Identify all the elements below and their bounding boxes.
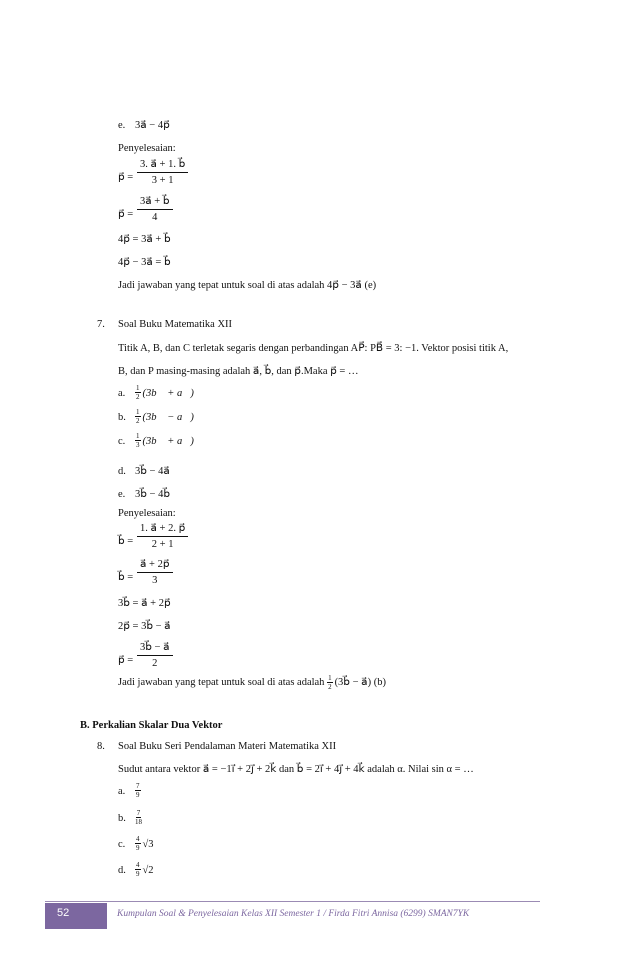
option-label: c. <box>118 839 126 850</box>
option-label: d. <box>118 466 126 477</box>
equation: 4p⃗ − 3a⃗ = b⃗ <box>118 257 171 268</box>
option <box>118 383 194 401</box>
option-text: √3 <box>142 839 154 850</box>
footer-divider <box>45 901 540 902</box>
fraction-denominator: 2 <box>328 683 332 691</box>
fraction-denominator: 9 <box>136 869 140 878</box>
fraction-denominator: 3 <box>152 575 158 586</box>
option-label: b. <box>118 412 126 423</box>
option <box>118 461 170 479</box>
option <box>118 834 154 852</box>
solution-title: Penyelesaian: <box>118 143 176 154</box>
option <box>118 860 154 878</box>
fraction <box>137 558 173 587</box>
option-fraction <box>135 809 142 826</box>
option <box>118 484 170 502</box>
conclusion-answer: (3b⃗ − a⃗) (b) <box>334 676 386 688</box>
fraction-numerator: 7 <box>136 808 141 817</box>
equation: 2p⃗ = 3b⃗ − a⃗ <box>118 621 171 632</box>
option <box>118 407 194 425</box>
formula-lhs: p⃗ = <box>118 172 134 183</box>
option-text: √2 <box>142 865 154 876</box>
option <box>118 808 144 826</box>
fraction-numerator: 4 <box>136 834 140 843</box>
fraction-numerator: 1 <box>328 674 332 682</box>
fraction-numerator: 1 <box>136 383 140 392</box>
fraction-denominator: 2 <box>136 392 140 401</box>
fraction-numerator: a⃗ + 2p⃗ <box>137 558 173 573</box>
question-title: Soal Buku Matematika XII <box>118 319 233 330</box>
fraction-denominator: 9 <box>136 790 140 799</box>
question-stem: Sudut antara vektor a⃗ = −1i⃗ + 2j⃗ + 2k⃗ dan b⃗ = 2i⃗ + 4j⃗ + 4k⃗ adalah α. Nilai sin α = … <box>118 764 474 775</box>
conclusion-fraction <box>327 674 333 691</box>
fraction-denominator: 3 + 1 <box>151 175 174 186</box>
fraction-numerator: 1 <box>136 431 140 440</box>
option-label: e. <box>118 120 126 131</box>
formula-lhs: b⃗ = <box>118 572 134 583</box>
option <box>118 431 194 449</box>
fraction-numerator: 1 <box>136 407 140 416</box>
equation: 3b⃗ = a⃗ + 2p⃗ <box>118 598 171 609</box>
conclusion-text: Jadi jawaban yang tepat untuk soal di atas adalah <box>118 676 325 688</box>
question-number: 7. <box>97 319 105 330</box>
option-fraction <box>135 432 141 449</box>
option-text: (3b⃗ + a⃗) <box>142 388 194 399</box>
option-label: c. <box>118 436 126 447</box>
fraction-numerator: 7 <box>136 781 140 790</box>
fraction-denominator: 4 <box>152 212 158 223</box>
footer-text: Kumpulan Soal & Penyelesaian Kelas XII Semester 1 / Firda Fitri Annisa (6299) SMAN7YK <box>117 909 470 919</box>
option-fraction <box>135 408 141 425</box>
equation: 4p⃗ = 3a⃗ + b⃗ <box>118 234 171 245</box>
option-fraction <box>135 782 141 799</box>
fraction <box>137 641 173 670</box>
fraction <box>137 158 188 187</box>
fraction <box>137 522 188 551</box>
question-title: Soal Buku Seri Pendalaman Materi Matematika XII <box>118 741 337 752</box>
fraction-numerator: 4 <box>136 860 140 869</box>
question-number: 8. <box>97 741 105 752</box>
question-stem: B, dan P masing-masing adalah a⃗, b⃗, dan p⃗.Maka p⃗ = … <box>118 366 359 377</box>
option-label: a. <box>118 786 126 797</box>
fraction-denominator: 2 <box>152 658 158 669</box>
option-label: b. <box>118 813 126 824</box>
option-label: a. <box>118 388 126 399</box>
fraction-denominator: 18 <box>135 817 142 826</box>
section-heading: B. Perkalian Skalar Dua Vektor <box>80 720 223 731</box>
option <box>118 781 143 799</box>
fraction-denominator: 3 <box>136 440 140 449</box>
fraction-denominator: 9 <box>136 843 140 852</box>
fraction-denominator: 2 + 1 <box>151 539 174 550</box>
option-fraction <box>135 384 141 401</box>
conclusion <box>118 674 386 691</box>
option-text: (3b⃗ + a⃗) <box>142 436 194 447</box>
page-number: 52 <box>45 903 107 929</box>
formula-lhs: p⃗ = <box>118 655 134 666</box>
option-text: 3b⃗ − 4b⃗ <box>135 489 171 500</box>
formula-lhs: b⃗ = <box>118 536 134 547</box>
option-text: 3b⃗ − 4a⃗ <box>135 466 170 477</box>
option-label: e. <box>118 489 126 500</box>
solution-title: Penyelesaian: <box>118 508 176 519</box>
option-fraction <box>135 835 141 852</box>
fraction-numerator: 3a⃗ + b⃗ <box>137 195 173 210</box>
question-stem: Titik A, B, dan C terletak segaris dengan perbandingan AP⃗: PB⃗ = 3: −1. Vektor posisi titik A, <box>118 343 509 354</box>
fraction <box>137 195 173 224</box>
option-fraction <box>135 861 141 878</box>
option-text: 3a⃗ − 4p⃗ <box>135 120 170 131</box>
formula-lhs: p⃗ = <box>118 209 134 220</box>
conclusion: Jadi jawaban yang tepat untuk soal di atas adalah 4p⃗ − 3a⃗ (e) <box>118 280 377 291</box>
fraction-numerator: 3. a⃗ + 1. b⃗ <box>137 158 188 173</box>
fraction-numerator: 3b⃗ − a⃗ <box>137 641 173 656</box>
option-label: d. <box>118 865 126 876</box>
option-text: (3b⃗ − a⃗) <box>142 412 194 423</box>
fraction-numerator: 1. a⃗ + 2. p⃗ <box>137 522 188 537</box>
fraction-denominator: 2 <box>136 416 140 425</box>
